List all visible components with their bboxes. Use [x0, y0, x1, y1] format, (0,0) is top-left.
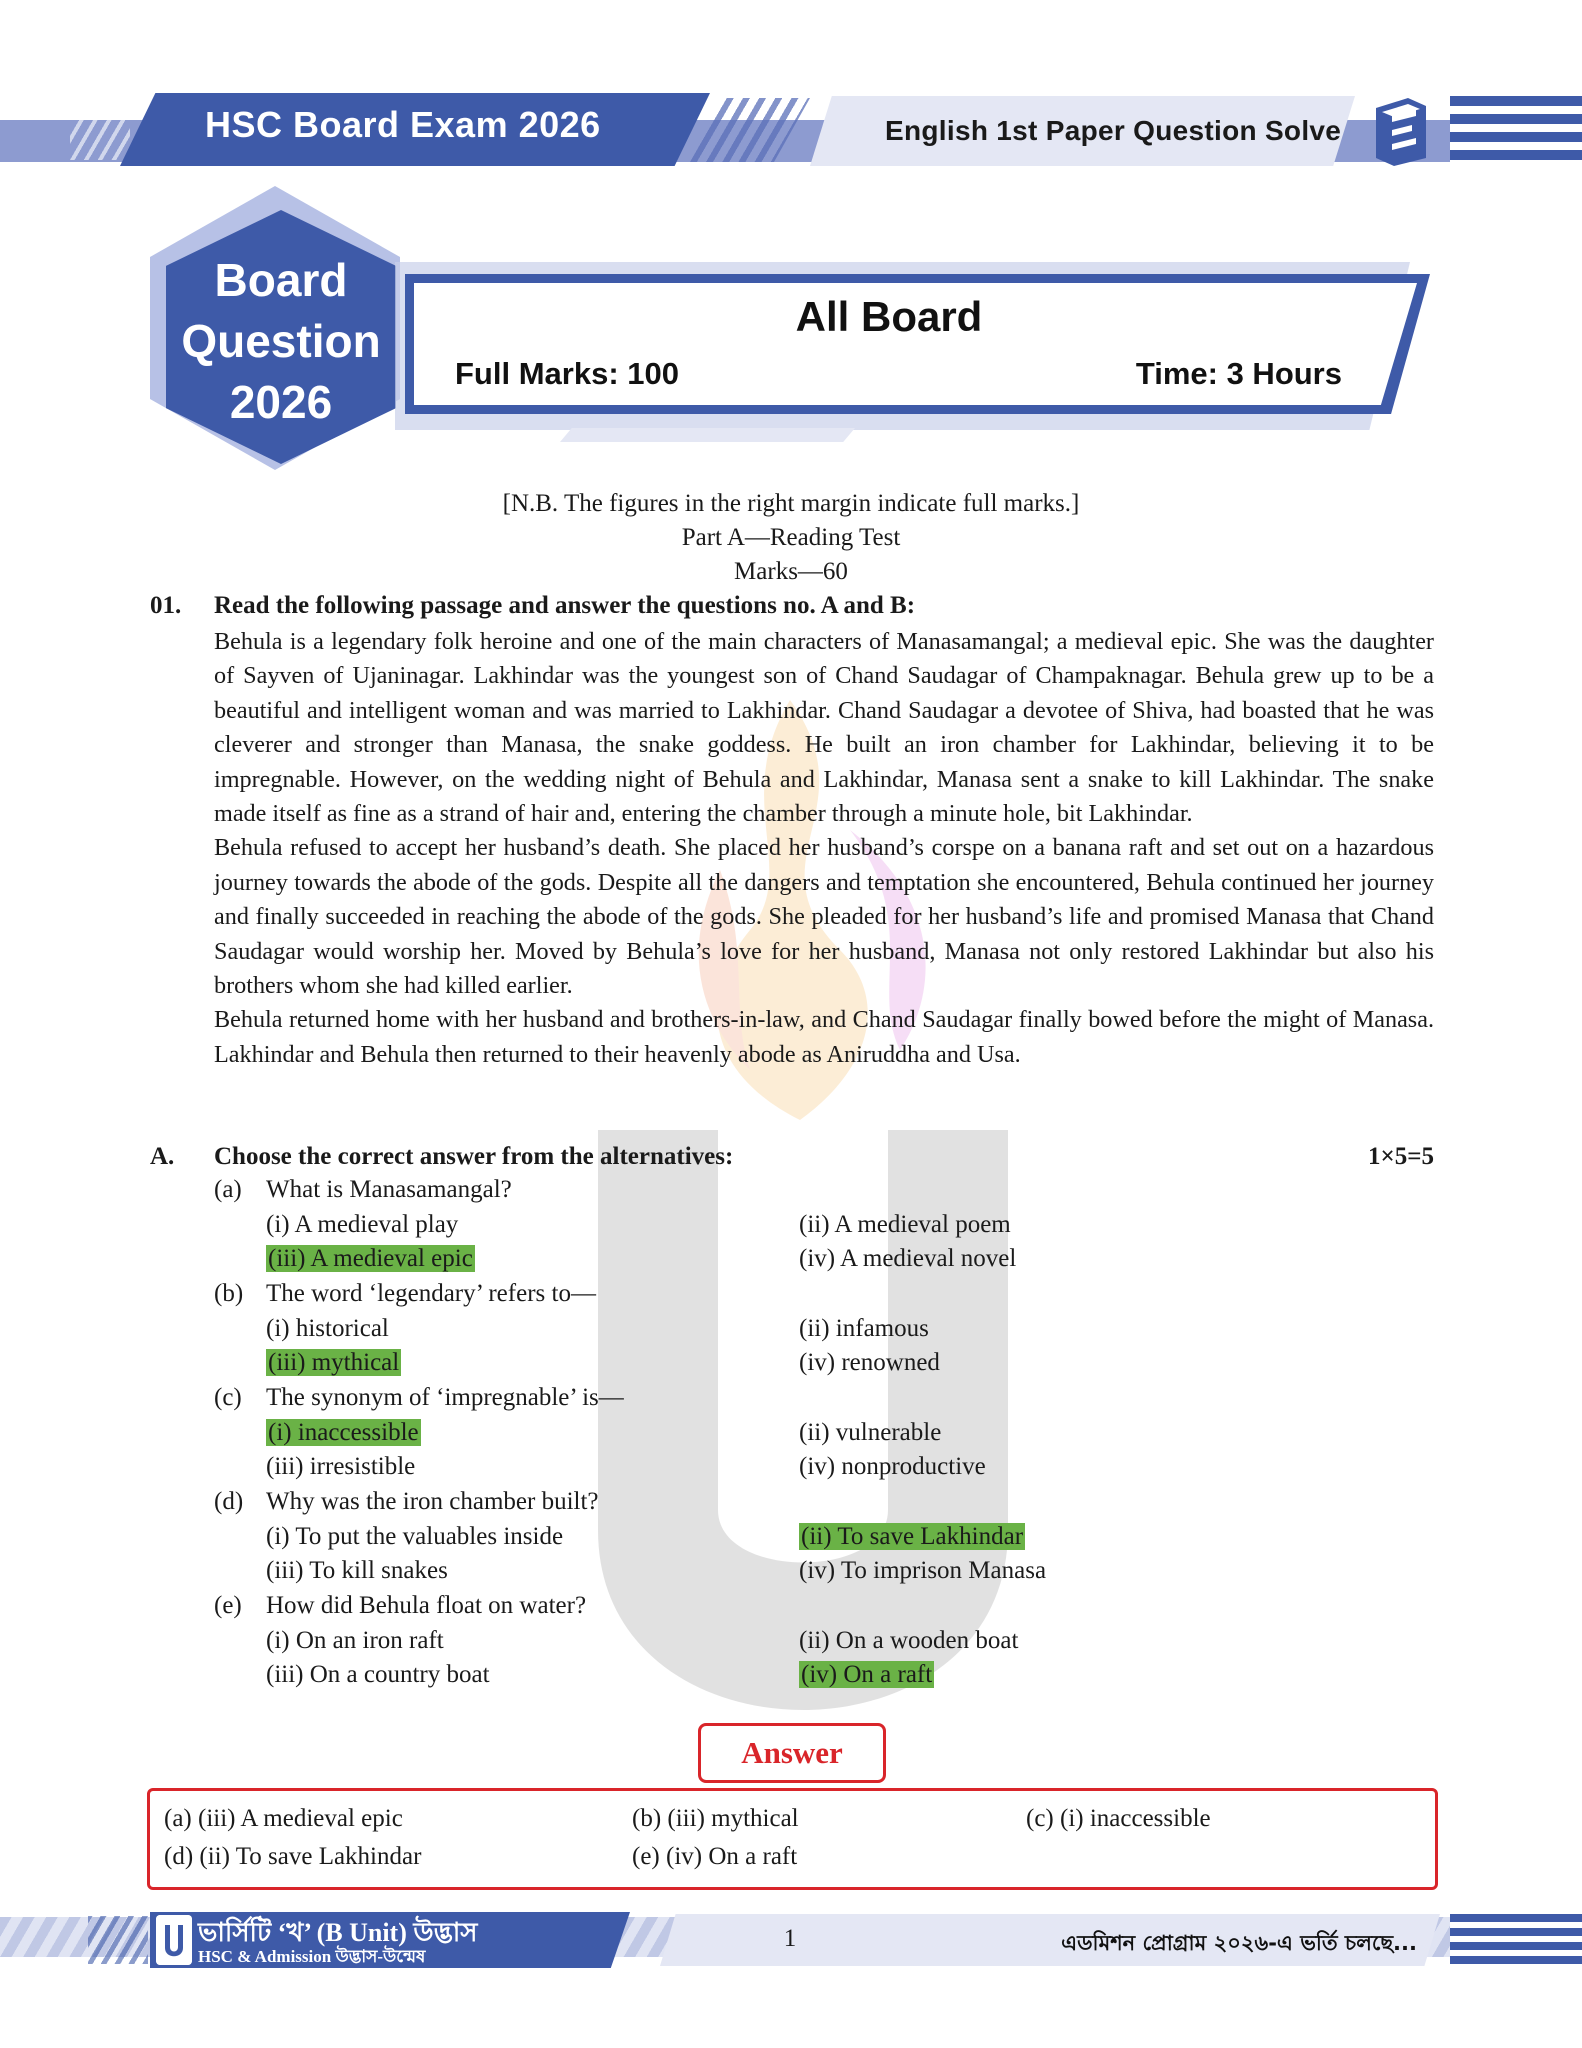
question-letter: (e) [214, 1592, 242, 1619]
section-label: A. [150, 1143, 175, 1170]
option-text: (iii) irresistible [266, 1453, 416, 1480]
answer-label: Answer [698, 1723, 886, 1783]
option [266, 1209, 458, 1241]
question-text: The word ‘legendary’ refers to— [266, 1280, 596, 1307]
answer-item: (c) (i) inaccessible [1026, 1805, 1211, 1832]
option-text: (ii) vulnerable [799, 1419, 942, 1446]
question-text: What is Manasamangal? [266, 1176, 512, 1203]
option [266, 1313, 389, 1345]
question-letter: (b) [214, 1280, 244, 1307]
header-subject-title: English 1st Paper Question Solve [885, 115, 1342, 146]
badge-line-2: Question [181, 315, 381, 367]
part-heading: Part A—Reading Test [681, 524, 901, 551]
full-marks: Full Marks: 100 [455, 356, 679, 391]
option-correct [266, 1417, 421, 1449]
correct-highlight: (iii) mythical [268, 1349, 400, 1376]
footer-brand-name: ভার্সিটি ‘খ’ (B Unit) উদ্ভাস [198, 1918, 478, 1947]
section-instruction: Choose the correct answer from the alternatives: [214, 1143, 734, 1170]
option [799, 1243, 1016, 1275]
question-text: How did Behula float on water? [266, 1592, 587, 1619]
option-text: (i) historical [266, 1315, 389, 1342]
question-text: Why was the iron chamber built? [266, 1488, 599, 1515]
option-text: (iii) On a country boat [266, 1661, 490, 1688]
option-text: (iv) A medieval novel [799, 1245, 1017, 1272]
footer-hatch-left [88, 1916, 148, 1964]
option [266, 1625, 444, 1657]
option-text: (i) On an iron raft [266, 1627, 444, 1654]
option [266, 1451, 415, 1483]
option [799, 1625, 1018, 1657]
question-letter: (c) [214, 1384, 242, 1411]
badge-line-3: 2026 [229, 376, 333, 428]
option [799, 1347, 940, 1379]
part-marks: Marks—60 [734, 558, 848, 585]
answer-box [147, 1788, 1438, 1890]
answer-item: (b) (iii) mythical [632, 1805, 799, 1832]
title-underline-band [560, 428, 855, 442]
question-instruction: Read the following passage and answer the questions no. A and B: [214, 592, 916, 619]
option [799, 1209, 1011, 1241]
option-correct [799, 1521, 1025, 1553]
reading-passage [214, 625, 1434, 1072]
passage-paragraph: Behula returned home with her husband and brothers-in-law, and Chand Saudagar finally bowed before the might of Manasa. Lakhindar and Behula then returned to their heavenly abode as Aniruddha and Usa. [214, 1006, 1434, 1068]
header-hatch-left [70, 100, 130, 160]
badge-text [166, 250, 396, 433]
answer-item: (e) (iv) On a raft [632, 1843, 798, 1870]
question-number: 01. [150, 592, 182, 619]
footer-brand-tagline: HSC & Admission উদ্ভাস-উন্মেষ [198, 1947, 426, 1966]
option-correct [266, 1243, 475, 1275]
correct-highlight: (ii) To save Lakhindar [801, 1523, 1024, 1550]
option-correct [266, 1347, 401, 1379]
option [799, 1417, 941, 1449]
option-text: (ii) A medieval poem [799, 1211, 1011, 1238]
correct-highlight: (i) inaccessible [268, 1419, 419, 1446]
passage-paragraph: Behula refused to accept her husband’s death. She placed her husband’s corspe on a banana raft and set out on a hazardous journey towards the abode of the gods. Despite all the dangers and temptation she encountered, Behula continued her journey and finally succeeded in reaching the abode of the gods. She pleaded for her husband’s life and promised Manasa that Chand Saudagar would worship her. Moved by Behula’s love for her husband, Manasa not only restored Lakhindar but also his brothers whom she had killed earlier. [214, 834, 1434, 1000]
option-text: (iv) To imprison Manasa [799, 1557, 1047, 1584]
option-correct [799, 1659, 934, 1691]
option [799, 1313, 929, 1345]
header-lines-right [1450, 96, 1582, 166]
correct-highlight: (iv) On a raft [801, 1661, 933, 1688]
note-line: [N.B. The figures in the right margin indicate full marks.] [502, 490, 1080, 517]
header-exam-title: HSC Board Exam 2026 [205, 104, 601, 145]
question-letter: (d) [214, 1488, 244, 1515]
question-text: The synonym of ‘impregnable’ is— [266, 1384, 624, 1411]
udvash-logo-icon [156, 1915, 192, 1965]
footer-admission-text: এডমিশন প্রোগ্রাম ২০২৬-এ ভর্তি চলছে... [1061, 1931, 1417, 1955]
question-letter: (a) [214, 1176, 242, 1203]
option-text: (iv) renowned [799, 1349, 940, 1376]
option-text: (i) A medieval play [266, 1211, 459, 1238]
option-text: (ii) On a wooden boat [799, 1627, 1019, 1654]
book-e-logo-icon [1368, 96, 1430, 166]
option [266, 1521, 563, 1553]
option-text: (i) To put the valuables inside [266, 1523, 564, 1550]
board-title: All Board [795, 293, 983, 340]
page-number: 1 [783, 1925, 797, 1952]
option [266, 1555, 448, 1587]
answer-item: (d) (ii) To save Lakhindar [164, 1843, 422, 1870]
badge-line-1: Board [214, 254, 348, 306]
answer-item: (a) (iii) A medieval epic [164, 1805, 403, 1832]
option [266, 1659, 490, 1691]
option-text: (ii) infamous [799, 1315, 929, 1342]
option [799, 1555, 1046, 1587]
correct-highlight: (iii) A medieval epic [268, 1245, 473, 1272]
section-marks: 1×5=5 [1368, 1143, 1434, 1170]
passage-paragraph: Behula is a legendary folk heroine and one of the main characters of Manasamangal; a medieval epic. She was the daughter of Sayven of Ujaninagar. Lakhindar was the youngest son of Chand Saudagar of Champaknagar. Behula grew up to be a beautiful and intelligent woman and was married to Lakhindar. Chand Saudagar a devotee of Shiva, had boasted that he was cleverer and stronger than Manasa, the snake goddess. He built an iron chamber for Lakhindar, believing it to be impregnable. However, on the wedding night of Behula and Lakhindar, Manasa sent a snake to kill Lakhindar. The snake made itself as fine as a strand of hair and, entering the chamber through a minute hole, bit Lakhindar. [214, 628, 1434, 828]
option-text: (iii) To kill snakes [266, 1557, 448, 1584]
option-text: (iv) nonproductive [799, 1453, 986, 1480]
footer-lines-right [1450, 1914, 1582, 1966]
option [799, 1451, 986, 1483]
exam-time: Time: 3 Hours [1135, 356, 1342, 391]
